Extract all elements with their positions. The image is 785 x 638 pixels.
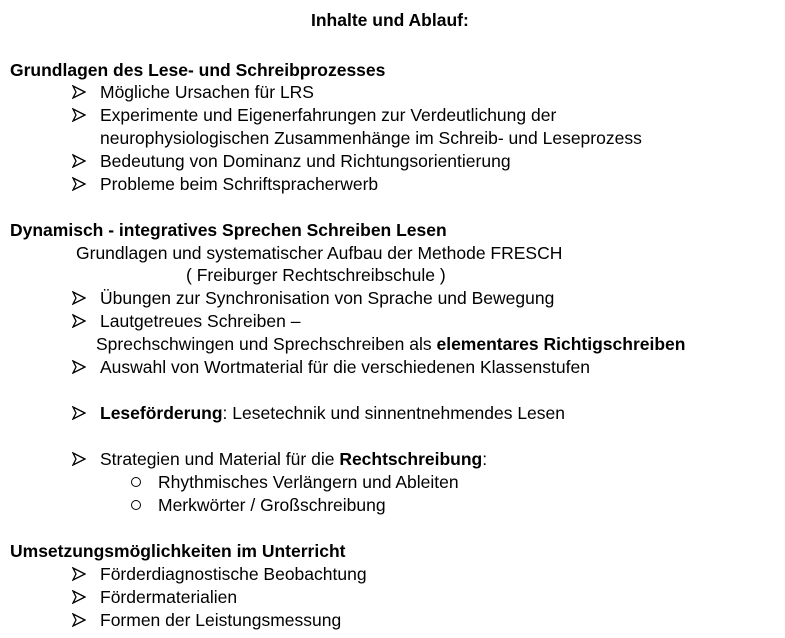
item-text: : Lesetechnik und sinnentnehmendes Lesen [222,403,566,423]
arrow-bullet-icon [72,85,86,99]
item-text: Strategien und Material für die [100,449,340,469]
emphasis-text: Rechtschreibung [339,449,483,469]
section-heading-dynamisch: Dynamisch - integratives Sprechen Schreiben Lesen [10,220,447,240]
page-title: Inhalte und Ablauf: [311,10,469,30]
circle-bullet-icon [131,477,141,487]
arrow-bullet-icon [72,406,86,420]
arrow-bullet-icon [72,291,86,305]
list-item: Förderdiagnostische Beobachtung [100,564,367,584]
emphasis-text: Leseförderung [100,403,223,423]
list-item-continuation: neurophysiologischen Zusammenhänge im Schreib- und Leseprozess [100,128,642,148]
arrow-bullet-icon [72,154,86,168]
arrow-bullet-icon [72,590,86,604]
list-item: Probleme beim Schriftspracherwerb [100,174,379,194]
intro-text: Grundlagen und systematischer Aufbau der Methode FRESCH [76,243,563,263]
intro-subtext: ( Freiburger Rechtschreibschule ) [186,265,446,285]
arrow-bullet-icon [72,314,86,328]
list-item-continuation [96,333,685,355]
list-item: Übungen zur Synchronisation von Sprache und Bewegung [100,288,555,308]
list-item: Fördermaterialien [100,587,238,607]
emphasis-text: elementares Richtigschreiben [436,334,686,354]
list-item [100,448,487,470]
list-item [100,402,565,424]
list-item: Experimente und Eigenerfahrungen zur Verdeutlichung der [100,105,557,125]
arrow-bullet-icon [72,567,86,581]
section-heading-umsetzung: Umsetzungsmöglichkeiten im Unterricht [10,541,346,561]
list-item: Bedeutung von Dominanz und Richtungsorientierung [100,151,511,171]
list-item: Lautgetreues Schreiben – [100,311,301,331]
continuation-text: Sprechschwingen und Sprechschreiben als [96,334,437,354]
list-item: Mögliche Ursachen für LRS [100,82,314,102]
section-heading-grundlagen: Grundlagen des Lese- und Schreibprozesses [10,60,386,80]
arrow-bullet-icon [72,452,86,466]
arrow-bullet-icon [72,177,86,191]
item-colon: : [482,449,488,469]
sub-list-item: Rhythmisches Verlängern und Ableiten [158,472,459,492]
arrow-bullet-icon [72,108,86,122]
sub-list-item: Merkwörter / Großschreibung [158,495,386,515]
list-item: Formen der Leistungsmessung [100,610,342,630]
arrow-bullet-icon [72,613,86,627]
arrow-bullet-icon [72,360,86,374]
list-item: Auswahl von Wortmaterial für die verschiedenen Klassenstufen [100,357,590,377]
circle-bullet-icon [131,500,141,510]
